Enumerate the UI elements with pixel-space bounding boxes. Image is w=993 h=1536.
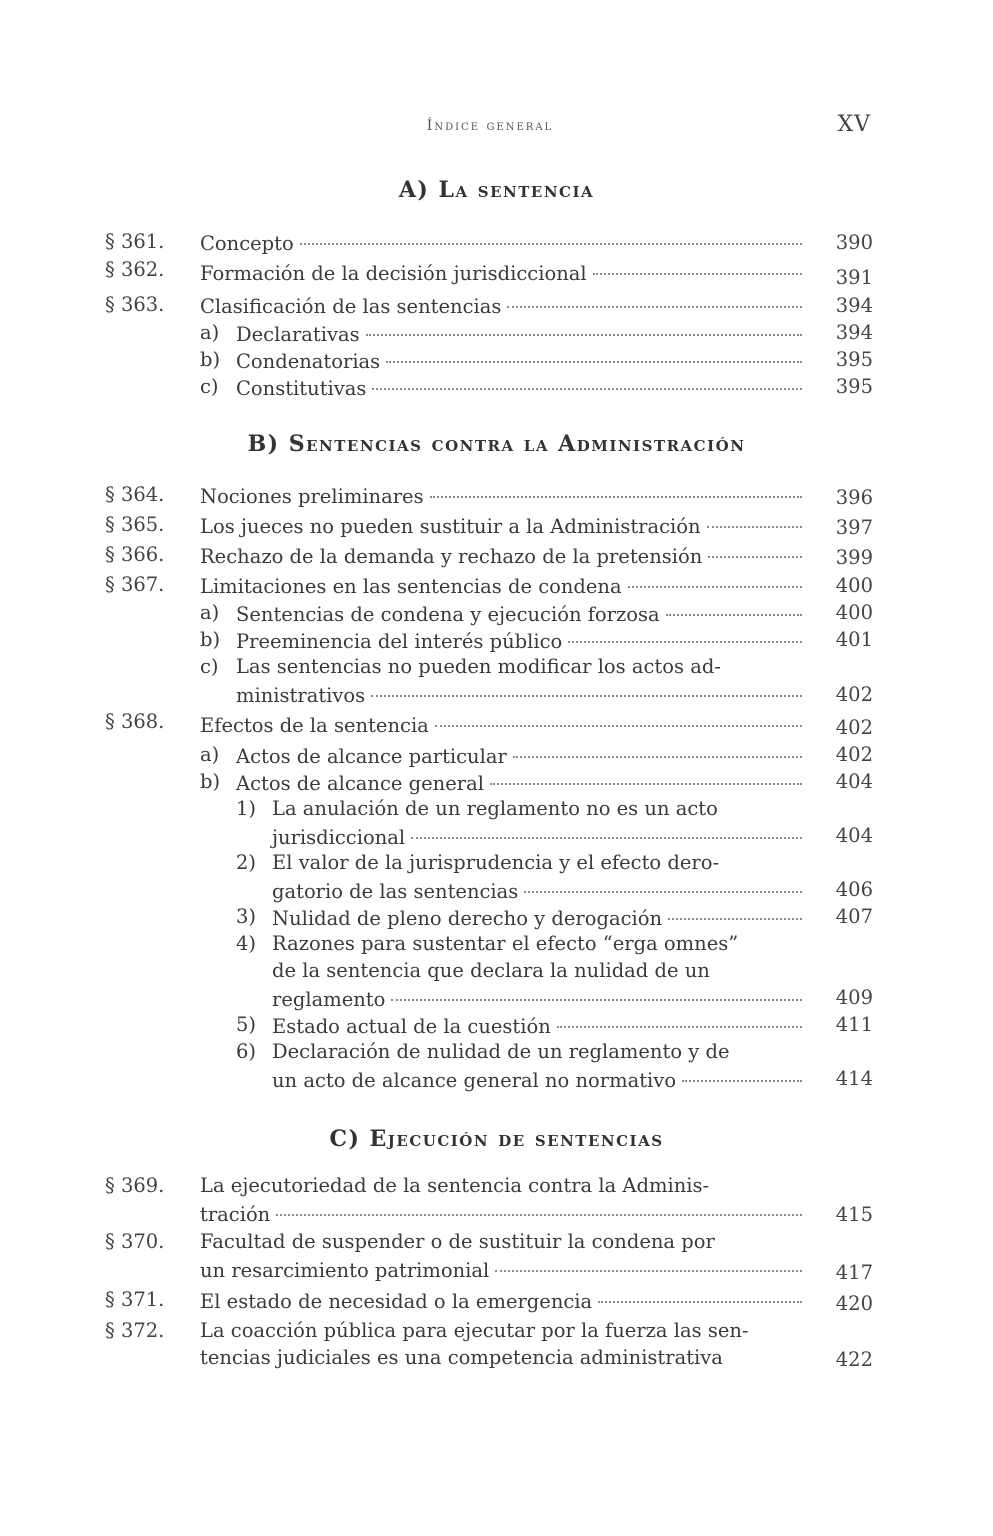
page-ref: 414 bbox=[835, 1067, 873, 1090]
entry-label: b) bbox=[200, 628, 221, 651]
page-ref: 399 bbox=[835, 546, 873, 569]
entry-title: gatorio de las sentencias bbox=[272, 879, 519, 903]
toc-entry[interactable] bbox=[0, 373, 993, 400]
toc-entry[interactable] bbox=[0, 1011, 993, 1038]
entry-label: c) bbox=[200, 655, 219, 678]
toc-section-a bbox=[0, 228, 993, 400]
section-number: § 364. bbox=[105, 483, 165, 506]
toc-entry[interactable] bbox=[0, 903, 993, 930]
entry-title-line: Las sentencias no pueden modificar los actos ad- bbox=[236, 655, 721, 678]
page-ref: 397 bbox=[835, 516, 873, 539]
running-title: Índice general bbox=[426, 118, 554, 134]
entry-title: ministrativos bbox=[236, 683, 366, 707]
toc-entry[interactable] bbox=[0, 1228, 993, 1286]
toc-entry[interactable] bbox=[0, 571, 993, 599]
entry-title: Preeminencia del interés público bbox=[236, 629, 563, 653]
entry-label: a) bbox=[200, 743, 220, 766]
leader-dots bbox=[371, 675, 802, 697]
section-number: § 367. bbox=[105, 573, 165, 596]
page-ref: 400 bbox=[835, 574, 873, 597]
entry-title: Condenatorias bbox=[236, 349, 381, 373]
toc-entry[interactable] bbox=[0, 626, 993, 653]
leader-dots bbox=[411, 817, 802, 839]
leader-dots bbox=[386, 341, 802, 363]
leader-dots bbox=[513, 736, 802, 758]
toc-entry[interactable] bbox=[0, 930, 993, 1011]
section-number: § 369. bbox=[105, 1174, 165, 1197]
leader-dots bbox=[568, 621, 802, 643]
toc-entry[interactable] bbox=[0, 481, 993, 511]
page-ref: 407 bbox=[835, 905, 873, 928]
entry-title: Actos de alcance general bbox=[236, 771, 484, 795]
section-number: § 370. bbox=[105, 1230, 165, 1253]
entry-title: Constitutivas bbox=[236, 376, 367, 400]
toc-entry[interactable] bbox=[0, 768, 993, 795]
section-number: § 365. bbox=[105, 513, 165, 536]
entry-label: 5) bbox=[236, 1013, 257, 1036]
leader-dots bbox=[708, 536, 802, 558]
section-number: § 366. bbox=[105, 543, 165, 566]
entry-title: Limitaciones en las sentencias de condena bbox=[200, 574, 622, 598]
leader-dots bbox=[366, 314, 802, 336]
entry-title: tencias judiciales es una competencia administrativa bbox=[200, 1346, 723, 1369]
entry-label: 4) bbox=[236, 932, 257, 955]
entry-label: b) bbox=[200, 770, 221, 793]
page-ref: 390 bbox=[835, 231, 873, 254]
entry-label: a) bbox=[200, 601, 220, 624]
toc-section-b bbox=[0, 481, 993, 1092]
entry-label: a) bbox=[200, 321, 220, 344]
leader-dots bbox=[666, 594, 802, 616]
page-ref: 422 bbox=[835, 1348, 873, 1371]
section-number: § 362. bbox=[105, 258, 165, 281]
entry-label: 1) bbox=[236, 797, 257, 820]
toc-entry[interactable] bbox=[0, 256, 993, 291]
toc-entry[interactable] bbox=[0, 541, 993, 571]
toc-entry[interactable] bbox=[0, 795, 993, 849]
entry-title: Actos de alcance particular bbox=[236, 744, 507, 768]
entry-title-line: La ejecutoriedad de la sentencia contra la Adminis- bbox=[200, 1174, 710, 1197]
page-ref: 404 bbox=[835, 824, 873, 847]
page-ref: 402 bbox=[835, 683, 873, 706]
entry-title: un acto de alcance general no normativo bbox=[272, 1068, 677, 1092]
running-header bbox=[0, 114, 993, 138]
leader-dots bbox=[524, 871, 802, 893]
entry-label: b) bbox=[200, 348, 221, 371]
leader-dots bbox=[495, 1250, 802, 1272]
leader-dots bbox=[430, 476, 802, 498]
entry-title: tración bbox=[200, 1202, 271, 1226]
entry-title: Rechazo de la demanda y rechazo de la pretensión bbox=[200, 544, 703, 568]
entry-title-line: Facultad de suspender o de sustituir la condena por bbox=[200, 1230, 715, 1253]
entry-label: c) bbox=[200, 375, 219, 398]
toc-entry[interactable] bbox=[0, 511, 993, 541]
section-number: § 372. bbox=[105, 1319, 165, 1342]
toc-entry[interactable] bbox=[0, 653, 993, 708]
section-title-c: C) Ejecución de sentencias bbox=[329, 1126, 664, 1152]
toc-section-c bbox=[0, 1172, 993, 1373]
leader-dots bbox=[372, 368, 802, 390]
toc-entry[interactable] bbox=[0, 1038, 993, 1092]
leader-dots bbox=[300, 223, 802, 245]
page-ref: 402 bbox=[835, 743, 873, 766]
entry-title: Formación de la decisión jurisdiccional bbox=[200, 261, 587, 285]
leader-dots bbox=[707, 506, 802, 528]
leader-dots bbox=[682, 1060, 802, 1082]
section-title-a: A) La sentencia bbox=[398, 177, 595, 203]
page-ref: 406 bbox=[835, 878, 873, 901]
section-number: § 368. bbox=[105, 710, 165, 733]
entry-title: Estado actual de la cuestión bbox=[272, 1014, 551, 1038]
toc-entry[interactable] bbox=[0, 1286, 993, 1317]
entry-title-line: La anulación de un reglamento no es un acto bbox=[272, 797, 718, 820]
page-ref: 420 bbox=[835, 1292, 873, 1315]
entry-title: Declarativas bbox=[236, 322, 360, 346]
entry-label: 3) bbox=[236, 905, 257, 928]
page-ref: 411 bbox=[835, 1013, 873, 1036]
page-ref: 415 bbox=[835, 1203, 873, 1226]
toc-entry[interactable] bbox=[0, 228, 993, 256]
page-ref: 409 bbox=[835, 986, 873, 1009]
entry-title: jurisdiccional bbox=[272, 825, 406, 849]
section-title-b: B) Sentencias contra la Administración bbox=[247, 431, 746, 457]
page-ref: 395 bbox=[835, 348, 873, 371]
entry-title: reglamento bbox=[272, 987, 386, 1011]
page-ref: 394 bbox=[835, 321, 873, 344]
page-ref: 395 bbox=[835, 375, 873, 398]
page-ref: 417 bbox=[835, 1261, 873, 1284]
leader-dots bbox=[391, 979, 802, 1001]
entry-title: un resarcimiento patrimonial bbox=[200, 1258, 490, 1282]
toc-entry[interactable] bbox=[0, 599, 993, 626]
leader-dots bbox=[276, 1194, 802, 1216]
leader-dots bbox=[593, 253, 802, 275]
entry-title: Nociones preliminares bbox=[200, 484, 424, 508]
leader-dots bbox=[598, 1281, 802, 1303]
entry-title: Clasificación de las sentencias bbox=[200, 294, 502, 318]
section-number: § 361. bbox=[105, 230, 165, 253]
page-ref: 402 bbox=[835, 716, 873, 739]
entry-title: El estado de necesidad o la emergencia bbox=[200, 1289, 593, 1313]
leader-dots bbox=[628, 566, 802, 588]
page-ref: 400 bbox=[835, 601, 873, 624]
section-number: § 363. bbox=[105, 293, 165, 316]
entry-title-line: Razones para sustentar el efecto “erga omnes” bbox=[272, 932, 739, 955]
entry-title-line: de la sentencia que declara la nulidad de un bbox=[272, 959, 710, 982]
leader-dots bbox=[490, 763, 802, 785]
section-number: § 371. bbox=[105, 1288, 165, 1311]
page-ref: 394 bbox=[835, 294, 873, 317]
entry-title: Los jueces no pueden sustituir a la Administración bbox=[200, 514, 701, 538]
entry-title: Concepto bbox=[200, 231, 294, 255]
page-number: XV bbox=[837, 112, 871, 137]
page-ref: 404 bbox=[835, 770, 873, 793]
leader-dots bbox=[435, 705, 802, 727]
entry-label: 6) bbox=[236, 1040, 257, 1063]
entry-title-line: La coacción pública para ejecutar por la fuerza las sen- bbox=[200, 1319, 749, 1342]
entry-title-line: Declaración de nulidad de un reglamento y de bbox=[272, 1040, 730, 1063]
toc-entry[interactable] bbox=[0, 1172, 993, 1228]
entry-title-line: El valor de la jurisprudencia y el efecto dero- bbox=[272, 851, 720, 874]
entry-label: 2) bbox=[236, 851, 257, 874]
leader-dots bbox=[507, 286, 802, 308]
entry-title: Efectos de la sentencia bbox=[200, 713, 429, 737]
entry-title: Sentencias de condena y ejecución forzosa bbox=[236, 602, 660, 626]
toc-entry[interactable] bbox=[0, 708, 993, 741]
toc-entry[interactable] bbox=[0, 849, 993, 903]
entry-title: Nulidad de pleno derecho y derogación bbox=[272, 906, 663, 930]
page-ref: 396 bbox=[835, 486, 873, 509]
leader-dots bbox=[557, 1006, 802, 1028]
toc-entry[interactable] bbox=[0, 1317, 993, 1373]
page-ref: 391 bbox=[835, 266, 873, 289]
page-ref: 401 bbox=[835, 628, 873, 651]
leader-dots bbox=[668, 898, 802, 920]
